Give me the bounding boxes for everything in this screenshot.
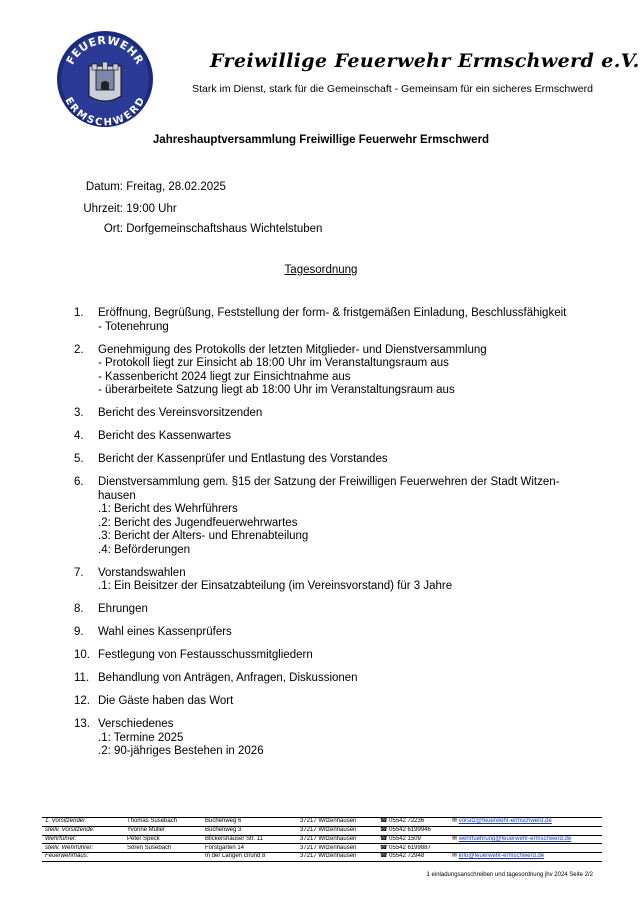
agenda-item-line: .3: Bericht der Alters- und Ehrenabteilung (98, 530, 309, 542)
agenda-item-line: Dienstversammlung gem. §15 der Satzung der Freiwilligen Feuerwehren der Stadt Witzen- (98, 476, 560, 488)
contact-email-cell (452, 818, 602, 825)
contact-street-cell (205, 827, 300, 834)
contact-phone: 05542 6199887 (389, 844, 431, 851)
meta-time (77, 203, 177, 215)
agenda-item (74, 649, 599, 663)
agenda-item-line: Bericht des Kassenwartes (98, 430, 231, 442)
agenda-item (74, 567, 599, 594)
contact-role-cell (42, 845, 127, 852)
agenda-item-line: .1: Bericht des Wehrführers (98, 503, 238, 515)
contact-street: Blickershäuser Str. 11 (205, 835, 263, 842)
agenda-item-text (98, 626, 599, 640)
contact-city: 37217 Witzenhausen (300, 835, 357, 842)
contact-role-cell (42, 818, 127, 825)
agenda-item-line: Festlegung von Festausschussmitgliedern (98, 649, 313, 661)
agenda-item-line: Verschiedenes (98, 718, 174, 730)
organization-name: Freiwillige Feuerwehr Ermschwerd e.V. (210, 50, 640, 72)
contact-city-cell (300, 845, 380, 852)
contact-role: stellv. Wehrführer: (45, 844, 94, 851)
agenda-item-text (98, 307, 599, 334)
agenda-item-line: Ehrungen (98, 603, 148, 615)
agenda-item (74, 430, 599, 444)
contact-role: Wehrführer: (45, 835, 77, 842)
contact-street: Buchenweg 3 (205, 826, 242, 833)
agenda-item-line: .4: Beförderungen (98, 543, 191, 556)
agenda-item-line: Bericht der Kassenprüfer und Entlastung des Vorstandes (98, 453, 388, 465)
contact-phone: 05542 1509 (389, 835, 421, 842)
contact-role-cell (42, 836, 127, 843)
contact-phone-cell (380, 845, 452, 852)
contact-row (42, 853, 602, 862)
contact-footer (42, 817, 602, 862)
agenda-item-line: - überarbeitete Satzung liegt ab 18:00 Uhr im Veranstaltungsraum aus (98, 384, 455, 396)
agenda-item (74, 672, 599, 686)
contact-city: 37217 Witzenhausen (300, 826, 357, 833)
contact-phone-cell (380, 836, 452, 843)
agenda-item-line: .1: Termine 2025 (98, 731, 184, 744)
agenda-item-line: .2: Bericht des Jugendfeuerwehrwartes (98, 516, 298, 529)
phone-icon: ☎ (380, 835, 390, 842)
contact-city-cell (300, 853, 380, 860)
meta-date (77, 181, 226, 193)
organization-tagline: Stark im Dienst, stark für die Gemeinschaft - Gemeinsam für ein sicheres Ermschwerd (192, 83, 593, 95)
contact-role: stellv. Vorsitzende: (45, 826, 95, 833)
contact-phone: 05542 72948 (389, 853, 425, 860)
contact-phone-cell (380, 853, 452, 860)
contact-street: Forstgarten 14 (205, 844, 245, 851)
phone-icon: ☎ (380, 853, 390, 860)
agenda-item (74, 476, 599, 557)
contact-street-cell (205, 853, 300, 860)
agenda-item-text (98, 430, 599, 444)
agenda-item-line: Eröffnung, Begrüßung, Feststellung der form- & fristgemäßen Einladung, Beschlussfähigkeit (98, 307, 567, 319)
contact-city-cell (300, 827, 380, 834)
time-label: Uhrzeit: (83, 203, 123, 215)
fire-brigade-logo (56, 30, 154, 128)
agenda-item-line: Bericht des Vereinsvorsitzenden (98, 407, 263, 419)
agenda-item-number: 12. (74, 695, 90, 707)
contact-name: Sören Susebach (127, 844, 172, 851)
agenda-item-text (98, 476, 599, 557)
contact-email-cell (452, 836, 602, 843)
contact-street-cell (205, 836, 300, 843)
agenda-item-number: 9. (74, 626, 84, 638)
contact-phone-cell (380, 818, 452, 825)
agenda-item-number: 11. (74, 672, 90, 684)
agenda-item-text (98, 603, 599, 617)
contact-row (42, 817, 602, 827)
contact-name: Yvonne Müller (127, 826, 166, 833)
contact-street: Buchenweg 6 (205, 818, 242, 825)
agenda-item-text (98, 453, 599, 467)
agenda-item-line: .1: Ein Beisitzer der Einsatzabteilung (im Vereinsvorstand) für 3 Jahre (98, 580, 453, 592)
agenda-item-line: .2: 90-jähriges Bestehen in 2026 (98, 745, 264, 757)
agenda-item-line: - Totenehrung (98, 320, 169, 333)
contact-city: 37217 Witzenhausen (300, 844, 357, 851)
agenda-item (74, 407, 599, 421)
time-value: 19:00 Uhr (126, 203, 177, 215)
contact-phone-cell (380, 827, 452, 834)
phone-icon: ☎ (380, 818, 390, 825)
agenda-item-number: 2. (74, 343, 84, 356)
agenda-item (74, 695, 599, 709)
place-value: Dorfgemeinschaftshaus Wichtelstuben (126, 223, 323, 235)
contact-name-cell (127, 818, 205, 825)
agenda-item-text (98, 718, 599, 759)
castle-icon (89, 62, 121, 101)
contact-role: 1. Vorsitzender: (45, 818, 87, 825)
contact-city-cell (300, 818, 380, 825)
place-label: Ort: (103, 223, 123, 235)
agenda-item-text (98, 407, 599, 421)
agenda-item-line: Wahl eines Kassenprüfers (98, 626, 232, 638)
email-link[interactable]: vorsitz@feuerwehr-ermschwerd.de (458, 818, 552, 825)
contact-name: Thomas Susebach (127, 818, 178, 825)
contact-email-cell (452, 853, 602, 860)
agenda-item-text (98, 567, 599, 594)
contact-row (42, 844, 602, 853)
mail-icon: ✉ (452, 818, 459, 825)
contact-name-cell (127, 827, 205, 834)
agenda-item-line: hausen (98, 489, 136, 502)
agenda-item-number: 7. (74, 566, 84, 579)
agenda-item (74, 307, 599, 334)
agenda-item-number: 10. (74, 649, 90, 661)
contact-phone: 05542 6199946 (389, 826, 431, 833)
contact-name: Peter Speck (127, 835, 160, 842)
phone-icon: ☎ (380, 844, 390, 851)
contact-city: 37217 Witzenhausen (300, 818, 357, 825)
agenda-item-text (98, 695, 599, 709)
agenda-item (74, 344, 599, 398)
contact-city-cell (300, 836, 380, 843)
agenda-list (74, 307, 599, 768)
agenda-item-text (98, 672, 599, 686)
footer-note: 1 einladungsanschreiben und tagesordnung jhv 2024 Seite 2/2 (426, 872, 593, 878)
meta-place (77, 223, 322, 235)
agenda-item-line: Die Gäste haben das Wort (98, 695, 234, 707)
agenda-item-text (98, 649, 599, 663)
agenda-item-number: 4. (74, 430, 84, 442)
agenda-item-line: Genehmigung des Protokolls der letzten Mitglieder- und Dienstversammlung (98, 343, 487, 356)
contact-street-cell (205, 845, 300, 852)
contact-row (42, 827, 602, 836)
contact-phone: 05542 72236 (389, 818, 425, 825)
agenda-item (74, 603, 599, 617)
agenda-item-number: 1. (74, 307, 84, 319)
phone-icon: ☎ (380, 826, 390, 833)
agenda-item (74, 453, 599, 467)
email-link[interactable]: info@feuerwehr-ermschwerd.de (458, 853, 545, 860)
agenda-title: Tagesordnung (284, 264, 358, 276)
agenda-item-line: Vorstandswahlen (98, 566, 186, 579)
agenda-item-number: 3. (74, 407, 84, 419)
agenda-item-line: - Protokoll liegt zur Einsicht ab 18:00 Uhr im Veranstaltungsraum aus (98, 357, 449, 369)
logo-text-bottom: ERMSCHWERD (62, 95, 148, 128)
agenda-item-line: Behandlung von Anträgen, Anfragen, Diskussionen (98, 672, 358, 684)
contact-name-cell (127, 845, 205, 852)
contact-street: In der Langen Grund 8 (205, 853, 266, 860)
agenda-item (74, 626, 599, 640)
contact-row (42, 836, 602, 845)
agenda-item-number: 13. (74, 718, 90, 730)
contact-role-cell (42, 827, 127, 834)
agenda-item (74, 718, 599, 759)
mail-icon: ✉ (452, 853, 459, 860)
contact-city: 37217 Witzenhausen (300, 853, 357, 860)
agenda-item-number: 5. (74, 453, 84, 465)
email-link[interactable]: wehrfuehrung@feuerwehr-ermschwerd.de (458, 835, 572, 842)
agenda-item-line: - Kassenbericht 2024 liegt zur Einsichtnahme aus (98, 370, 351, 383)
date-label: Datum: (85, 181, 123, 193)
document-title: Jahreshauptversammlung Freiwillige Feuerwehr Ermschwerd (152, 134, 490, 146)
agenda-item-text (98, 344, 599, 398)
agenda-item-number: 8. (74, 603, 84, 615)
agenda-item-number: 6. (74, 476, 84, 488)
contact-role: Feuerwehrhaus: (45, 853, 89, 860)
logo-text-top: FEUERWEHR (63, 33, 147, 67)
date-value: Freitag, 28.02.2025 (126, 181, 226, 193)
contact-street-cell (205, 818, 300, 825)
contact-role-cell (42, 853, 127, 860)
mail-icon: ✉ (452, 835, 459, 842)
contact-name-cell (127, 836, 205, 843)
